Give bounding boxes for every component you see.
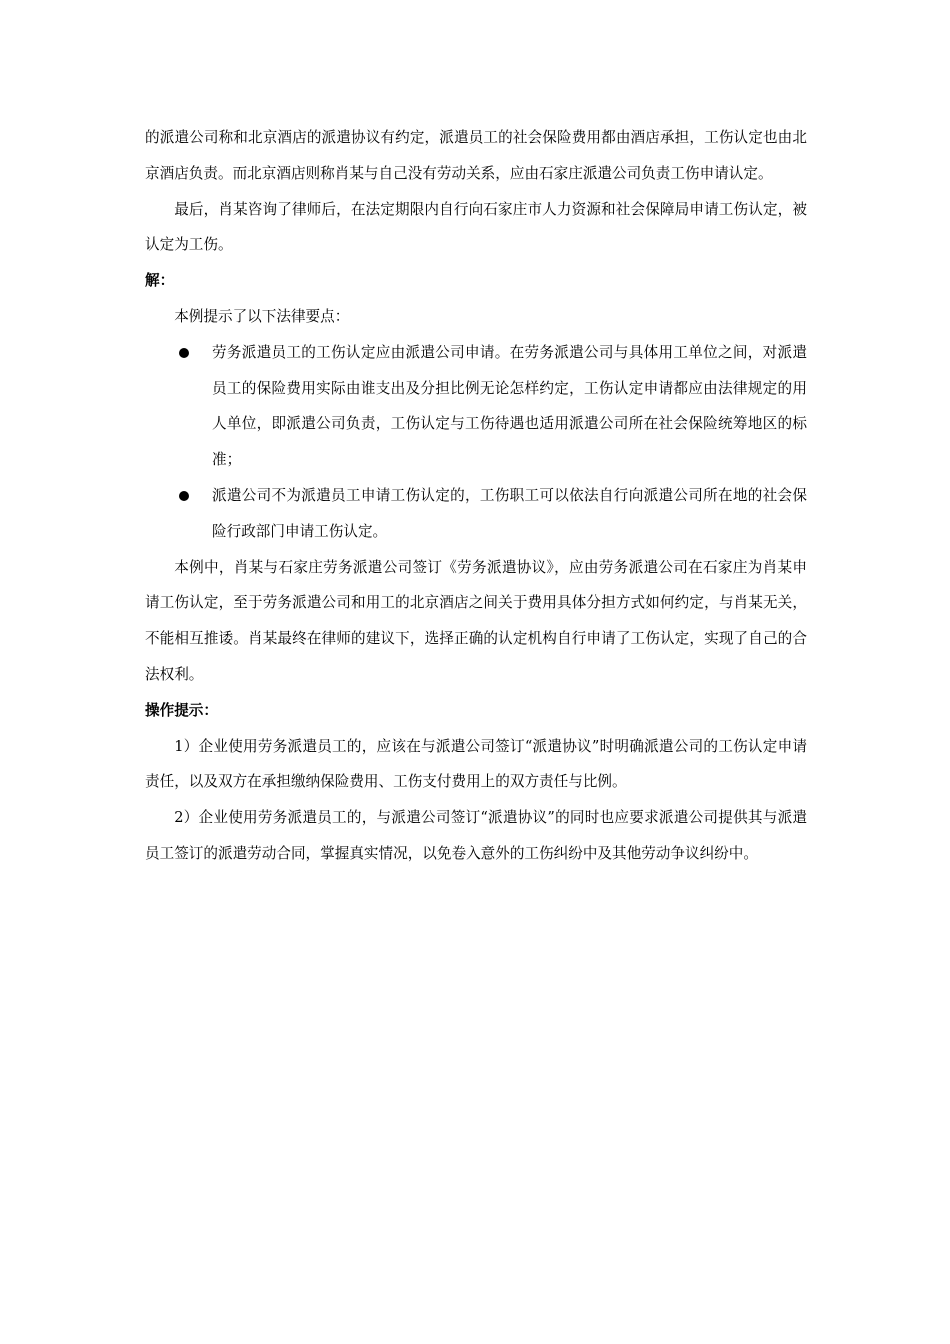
tip-item-2: 2）企业使用劳务派遣员工的，与派遣公司签订“派遣协议”的同时也应要求派遣公司提供其与派遣员工签订的派遣劳动合同，掌握真实情况，以免卷入意外的工伤纠纷中及其他劳动争议纠纷中。	[145, 809, 807, 862]
tip-item-1: 1）企业使用劳务派遣员工的，应该在与派遣公司签订“派遣协议”时明确派遣公司的工伤认定申请责任，以及双方在承担缴纳保险费用、工伤支付费用上的双方责任与比例。	[145, 737, 807, 791]
intro-paragraph-1: 的派遣公司称和北京酒店的派遣协议有约定，派遣员工的社会保险费用都由酒店承担，工伤认定也由北京酒店负责。而北京酒店则称肖某与自己没有劳动关系，应由石家庄派遣公司负责工伤申请认定。	[145, 129, 807, 182]
document-body	[145, 120, 807, 872]
tips-heading: 操作提示：	[145, 701, 218, 719]
list-item	[145, 478, 807, 550]
analysis-lead: 本例提示了以下法律要点：	[174, 307, 350, 325]
bullet-text: 派遣公司不为派遣员工申请工伤认定的，工伤职工可以依法自行向派遣公司所在地的社会保险行政部门申请工伤认定。	[212, 486, 807, 540]
analysis-heading: 解：	[145, 272, 175, 290]
legal-points-list	[145, 335, 807, 550]
analysis-conclusion: 本例中，肖某与石家庄劳务派遣公司签订《劳务派遣协议》，应由劳务派遣公司在石家庄为肖某申请工伤认定，至于劳务派遣公司和用工的北京酒店之间关于费用具体分担方式如何约定，与肖某无关，不能相互推诿。肖某最终在律师的建议下，选择正确的认定机构自行申请了工伤认定，实现了自己的合法权利。	[145, 558, 807, 683]
list-item	[145, 335, 807, 478]
bullet-icon	[179, 491, 189, 501]
bullet-icon	[179, 348, 189, 358]
bullet-text: 劳务派遣员工的工伤认定应由派遣公司申请。在劳务派遣公司与具体用工单位之间，对派遣员工的保险费用实际由谁支出及分担比例无论怎样约定，工伤认定申请都应由法律规定的用人单位，即派遣公司负责，工伤认定与工伤待遇也适用派遣公司所在社会保险统筹地区的标准；	[212, 343, 807, 469]
intro-paragraph-2: 最后，肖某咨询了律师后，在法定期限内自行向石家庄市人力资源和社会保障局申请工伤认定，被认定为工伤。	[145, 200, 807, 254]
